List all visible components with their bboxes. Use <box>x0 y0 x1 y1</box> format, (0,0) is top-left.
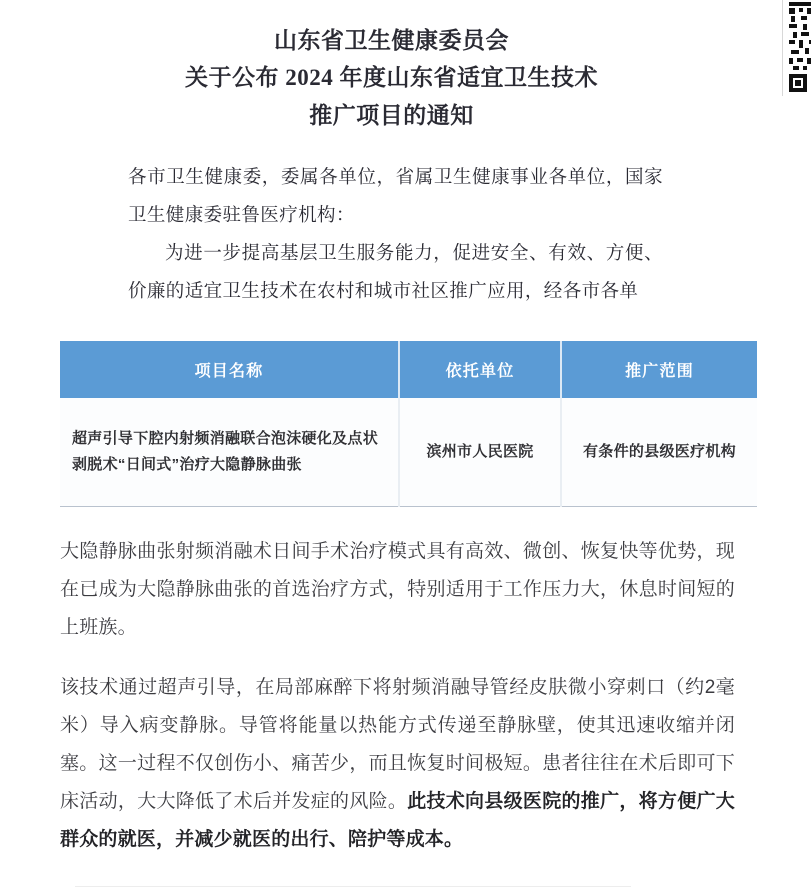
qr-panel <box>782 0 811 96</box>
title-line-3: 推广项目的通知 <box>309 102 474 128</box>
footer-divider <box>75 886 631 887</box>
paragraph-1-text: 大隐静脉曲张射频消融术日间手术治疗模式具有高效、微创、恢复快等优势，现在已成为大隐静脉曲张的首选治疗方式，特别适用于工作压力大，休息时间短的上班族。 <box>60 541 735 639</box>
notice-preamble: 为进一步提高基层卫生服务能力，促进安全、有效、方便、价廉的适宜卫生技术在农村和城市社区推广应用，经各市各单 <box>128 243 663 302</box>
cell-host-unit: 滨州市人民医院 <box>399 398 561 507</box>
title-line-1: 山东省卫生健康委员会 <box>274 28 509 53</box>
table-header-row <box>60 341 757 398</box>
column-header-project-name: 项目名称 <box>60 341 399 398</box>
paragraph-2-text: 该技术通过超声引导，在局部麻醉下将射频消融导管经皮肤微小穿刺口（约2毫米）导入病变静脉。导管将能量以热能方式传递至静脉壁，使其迅速收缩并闭塞。这一过程不仅创伤小、痛苦少，而且恢复时间极短。患者往往在术后即可下床活动，大大降低了术后并发症的风险。 <box>60 677 735 813</box>
project-table-container <box>0 341 783 507</box>
table-row <box>60 398 757 507</box>
cell-project-name: 超声引导下腔内射频消融联合泡沫硬化及点状剥脱术“日间式”治疗大隐静脉曲张 <box>60 398 399 507</box>
article-body <box>0 507 783 859</box>
table-body <box>60 398 757 507</box>
page-title <box>0 0 783 134</box>
official-notice-block <box>0 0 783 311</box>
qr-code-icon[interactable] <box>787 0 811 94</box>
title-line-2: 关于公布 2024 年度山东省适宜卫生技术 <box>185 65 598 91</box>
column-header-scope: 推广范围 <box>561 341 757 398</box>
table-header <box>60 341 757 398</box>
article-paragraph-1 <box>60 533 735 647</box>
paragraph-2-emphasis: 此技术向县级医院的推广，将方便广大群众的就医，并减少就医的出行、陪护等成本。 <box>60 791 735 851</box>
column-header-host-unit: 依托单位 <box>399 341 561 398</box>
cell-scope: 有条件的县级医疗机构 <box>561 398 757 507</box>
notice-addressee: 各市卫生健康委，委属各单位，省属卫生健康事业各单位，国家卫生健康委驻鲁医疗机构： <box>128 167 663 226</box>
notice-body <box>0 134 783 312</box>
article-paragraph-2 <box>60 669 735 859</box>
project-table <box>60 341 757 507</box>
